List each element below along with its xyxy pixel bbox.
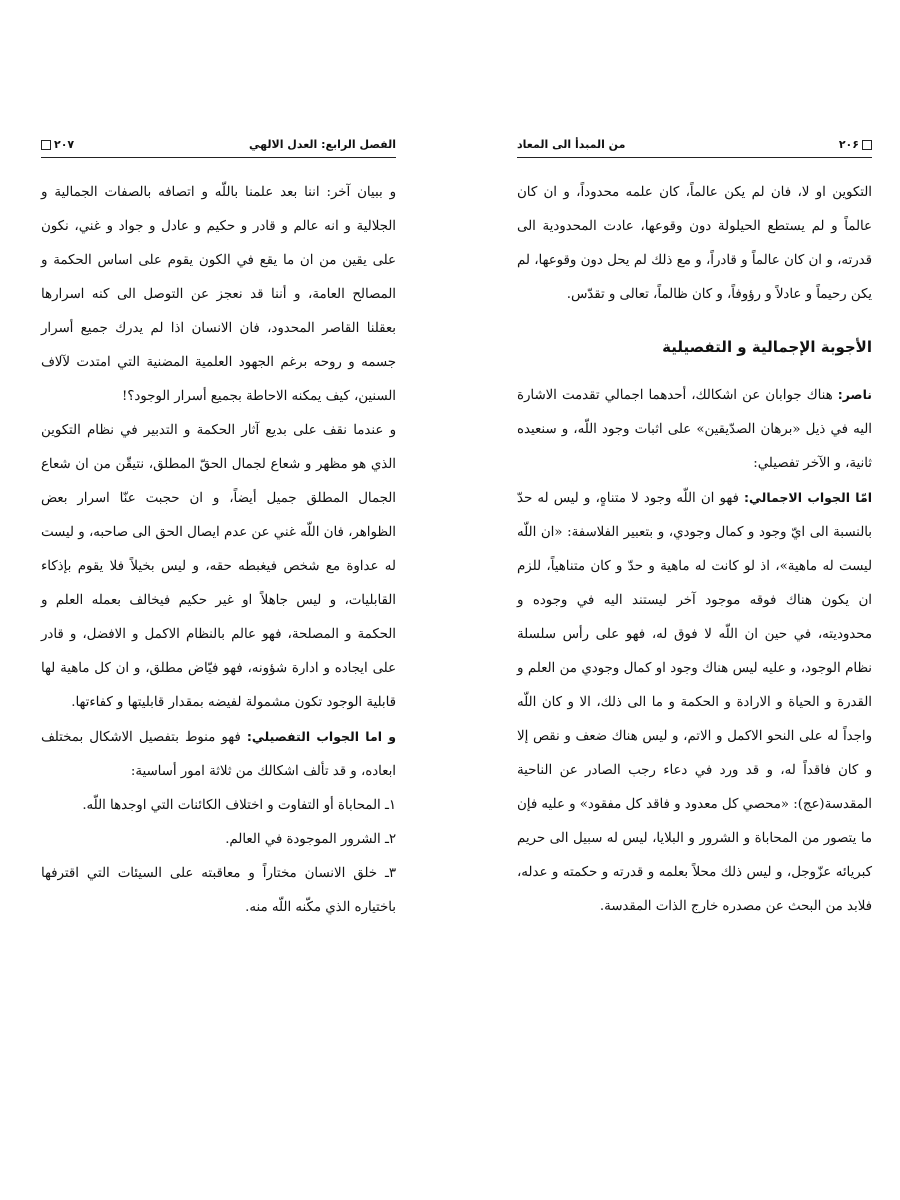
paragraph-body: هناك جوابان عن اشكالك، أحدهما اجمالي تقدمت الاشارة اليه في ذيل «برهان الصدّيقين» على اثبات وجود اللّه، و سنعيده ثانية، و الآخر تفصيلي: [517, 388, 872, 471]
left-page [41, 138, 396, 925]
paragraph [41, 720, 396, 789]
chapter-title: الفصل الرابع: العدل الالهي [248, 138, 396, 151]
paragraph-lead: و اما الجواب التفصيلي: [246, 729, 396, 744]
page-number-text: ۲۰۶ [838, 138, 859, 151]
page-number-206 [839, 138, 872, 151]
list-item: ۳ـ خلق الانسان مختاراً و معاقبته على السيئات التي اقترفها باختياره الذي مكّنه اللّه منه. [41, 866, 396, 915]
paragraph: و ببيان آخر: اننا بعد علمنا باللّه و اتصافه بالصفات الجمالية و الجلالية و انه عالم و قادر و حكيم و عادل و جواد و غني، نكون على يقين من ان ما يقع في الكون يقوم على اساس الحكمة و المصالح العامة، و أننا قد نعجز عن التوصل الى كنه اسرارها بعقلنا القاصر المحدود، فان الانسان اذا لم يدرك جميع أسرار جسمه و روحه برغم الجهود العلمية المضنية التي امتدت لآلاف السنين، كيف يمكنه الاحاطة بجميع أسرار الوجود؟! [41, 185, 396, 404]
paragraph-lead: ناصر: [837, 387, 872, 402]
square-icon [41, 140, 51, 150]
paragraph: التكوين او لا، فان لم يكن عالماً، كان علمه محدوداً، و ان كان عالماً و لم يستطع الحيلولة دون وقوعها، عادت المحدودية الى قدرته، و ان كان عالماً و قادراً، و مع ذلك لم يحل دون وقوعها، لم يكن رحيماً و عادلاً و رؤوفاً، و كان ظالماً، تعالى و تقدّس. [517, 185, 872, 302]
paragraph-lead: امّا الجواب الاجمالي: [744, 490, 872, 505]
right-page [517, 138, 872, 924]
section-title: الأجوبة الإجمالية و التفصيلية [662, 338, 872, 356]
left-page-header [41, 138, 396, 158]
right-page-header [517, 138, 872, 158]
paragraph-body: فهو منوط بتفصيل الاشكال بمختلف ابعاده، و قد تألف اشكالك من ثلاثة امور أساسية: [41, 730, 396, 779]
paragraph-body: فهو ان اللّه وجود لا متناهٍ، و ليس له حدّ بالنسبة الى ايّ وجود و كمال وجودي، و بتعبير الفلاسفة: «ان اللّه ليست له ماهية»، اذ لو كانت له ماهية و حدّ و كان متناهياً، للزم ان يكون هناك فوقه موجود آخر ليستند اليه في وجوده و محدوديته، في حين ان اللّه لا فوق له، فهو على رأس سلسلة نظام الوجود، و عليه ليس هناك وجود او كمال وجودي من العلم و القدرة و الحياة و الارادة و الحكمة و ما الى ذلك، الا و كان اللّه واجداً له على النحو الاكمل و الاتم، و ليس هناك ضعف و نقص إلا و كان فاقداً له، و قد ورد في دعاء رجب الصادر عن الناحية المقدسة(عج): «محصي كل معدود و فاقد كل مفقود» و عليه فإن ما يتصور من المحاباة و الشرور و البلايا، ليس له سبيل الى حريم كبريائه عزّوجل، و ليس ذلك محلاً بعلمه و قدرته و حكمته و عدله، فلابد من البحث عن مصدره خارج الذات المقدسة. [517, 491, 872, 914]
paragraph [517, 378, 872, 481]
paragraph: و عندما نقف على بديع آثار الحكمة و التدبير في نظام التكوين الذي هو مظهر و شعاع لجمال الحقّ المطلق، نتيقّن من ان شعاع الجمال المطلق جميل أيضاً، و ان حجبت عنّا اسرار بعض الظواهر، فان اللّه غني عن عدم ايصال الحق الى صاحبه، و ليست له عداوة مع شخص فيغبطه حقه، و ليس بخيلاً فلا يقوم بإذكاء القابليات، و ليس جاهلاً او غير حكيم فيخالف بعمله العلم و الحكمة و المصلحة، فهو عالم بالنظام الاكمل و الافضل، و قادر على ايجاده و ادارة شؤونه، فهو فيّاض مطلق، و ان كل ماهية لها قابلية الوجود تكون مشمولة لفيضه بمقدار قابليتها و كفاءتها. [41, 423, 396, 710]
page-number-text: ۲۰۷ [54, 138, 75, 151]
list-item: ۲ـ الشرور الموجودة في العالم. [225, 832, 396, 847]
page-number-207 [41, 138, 74, 151]
paragraph [517, 481, 872, 924]
book-title: من المبدأ الى المعاد [517, 138, 626, 151]
list-item: ۱ـ المحاباة أو التفاوت و اختلاف الكائنات التي اوجدها اللّه. [82, 798, 396, 813]
square-icon [862, 140, 872, 150]
